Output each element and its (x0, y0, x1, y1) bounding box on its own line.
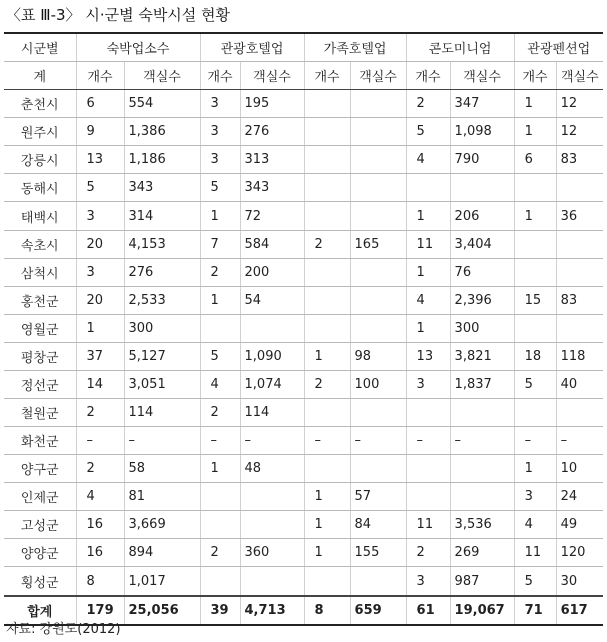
count-cell: 20 (76, 230, 124, 258)
count-cell (304, 455, 350, 483)
table-row (4, 258, 603, 286)
count-cell: 13 (76, 146, 124, 174)
count-cell: 5 (514, 567, 556, 596)
count-cell: 1 (406, 258, 450, 286)
rooms-cell: 314 (124, 202, 200, 230)
count-cell (304, 202, 350, 230)
count-cell: 1 (304, 483, 350, 511)
count-cell: 4 (200, 370, 240, 398)
rooms-cell: – (556, 427, 603, 455)
table-row (4, 455, 603, 483)
count-cell: 5 (200, 342, 240, 370)
table-row (4, 427, 603, 455)
rooms-cell: 10 (556, 455, 603, 483)
rooms-cell: – (450, 427, 514, 455)
region-name: 인제군 (4, 483, 76, 511)
rooms-cell (450, 455, 514, 483)
rooms-cell: 72 (240, 202, 304, 230)
table-row (4, 90, 603, 118)
rooms-cell: 790 (450, 146, 514, 174)
region-name: 태백시 (4, 202, 76, 230)
rooms-cell (350, 146, 406, 174)
group-header-condominium: 콘도미니엄 (406, 33, 514, 62)
region-name: 평창군 (4, 342, 76, 370)
region-name: 홍천군 (4, 286, 76, 314)
count-cell: 71 (514, 596, 556, 625)
region-name: 삼척시 (4, 258, 76, 286)
table-row (4, 146, 603, 174)
count-cell (514, 230, 556, 258)
rooms-cell: 120 (556, 539, 603, 567)
count-cell: 4 (514, 511, 556, 539)
count-cell: 2 (200, 399, 240, 427)
rooms-cell (350, 399, 406, 427)
rooms-cell (556, 399, 603, 427)
count-cell: 1 (514, 455, 556, 483)
count-cell: 4 (406, 286, 450, 314)
rooms-cell (556, 258, 603, 286)
count-cell: 3 (200, 118, 240, 146)
count-cell: 8 (304, 596, 350, 625)
rooms-cell: 24 (556, 483, 603, 511)
rooms-cell (350, 202, 406, 230)
count-cell: 4 (76, 483, 124, 511)
count-cell: 1 (304, 342, 350, 370)
count-cell (514, 258, 556, 286)
rooms-cell: 1,090 (240, 342, 304, 370)
rooms-cell: 1,098 (450, 118, 514, 146)
rooms-cell: 58 (124, 455, 200, 483)
region-name: 고성군 (4, 511, 76, 539)
lodging-table (4, 32, 603, 626)
rooms-cell: 360 (240, 539, 304, 567)
count-cell: 5 (514, 370, 556, 398)
region-name: 정선군 (4, 370, 76, 398)
count-cell: 4 (406, 146, 450, 174)
group-header-family-hotel: 가족호텔업 (304, 33, 406, 62)
count-cell: 11 (406, 511, 450, 539)
count-cell: 7 (200, 230, 240, 258)
rooms-cell: 300 (124, 314, 200, 342)
count-cell (200, 567, 240, 596)
region-name: 영월군 (4, 314, 76, 342)
source-note: 자료: 강원도(2012) (6, 622, 121, 637)
table-row (4, 314, 603, 342)
count-cell (304, 258, 350, 286)
rooms-cell: 1,837 (450, 370, 514, 398)
count-cell: 2 (406, 539, 450, 567)
count-cell (200, 314, 240, 342)
count-cell: 3 (200, 146, 240, 174)
count-cell: 11 (406, 230, 450, 258)
rooms-cell (450, 483, 514, 511)
table-row (4, 511, 603, 539)
rooms-cell: 3,051 (124, 370, 200, 398)
count-cell: 1 (514, 202, 556, 230)
count-cell: 1 (406, 202, 450, 230)
count-cell (304, 286, 350, 314)
rooms-cell: 343 (124, 174, 200, 202)
rooms-header: 객실수 (450, 62, 514, 90)
count-header: 개수 (304, 62, 350, 90)
count-cell: 2 (304, 370, 350, 398)
rooms-cell: 554 (124, 90, 200, 118)
count-cell: 179 (76, 596, 124, 625)
table-row (4, 342, 603, 370)
table-caption: 〈표 Ⅲ-3〉 시·군별 숙박시설 현황 (6, 6, 231, 24)
rooms-cell (556, 174, 603, 202)
count-cell (514, 314, 556, 342)
count-cell: 3 (76, 202, 124, 230)
count-cell: 1 (200, 286, 240, 314)
rooms-cell: 584 (240, 230, 304, 258)
rooms-cell (240, 314, 304, 342)
rooms-cell: 12 (556, 118, 603, 146)
count-header: 개수 (76, 62, 124, 90)
count-cell: – (406, 427, 450, 455)
count-cell: 61 (406, 596, 450, 625)
count-cell: – (514, 427, 556, 455)
region-name: 원주시 (4, 118, 76, 146)
count-cell (200, 511, 240, 539)
count-cell: 20 (76, 286, 124, 314)
count-cell: 1 (304, 539, 350, 567)
count-cell: 16 (76, 539, 124, 567)
rooms-cell: 48 (240, 455, 304, 483)
rooms-cell: 118 (556, 342, 603, 370)
rooms-cell (240, 483, 304, 511)
table-row (4, 230, 603, 258)
count-cell (200, 483, 240, 511)
rooms-cell: 30 (556, 567, 603, 596)
rooms-cell: 1,186 (124, 146, 200, 174)
count-cell: 3 (406, 567, 450, 596)
rooms-cell: 25,056 (124, 596, 200, 625)
count-cell (304, 118, 350, 146)
count-cell (304, 314, 350, 342)
rooms-cell (350, 118, 406, 146)
rooms-cell (240, 511, 304, 539)
rooms-cell (350, 174, 406, 202)
rooms-cell: 114 (240, 399, 304, 427)
rooms-cell: 114 (124, 399, 200, 427)
count-cell: 3 (76, 258, 124, 286)
count-cell (304, 146, 350, 174)
count-cell: 1 (200, 202, 240, 230)
rooms-cell: 83 (556, 286, 603, 314)
rooms-cell: 36 (556, 202, 603, 230)
rooms-cell: 49 (556, 511, 603, 539)
count-cell: 1 (406, 314, 450, 342)
region-name: 속초시 (4, 230, 76, 258)
rooms-cell: 100 (350, 370, 406, 398)
count-cell: 1 (76, 314, 124, 342)
rooms-cell: – (124, 427, 200, 455)
count-cell (514, 399, 556, 427)
rooms-cell: 2,533 (124, 286, 200, 314)
table-row (4, 399, 603, 427)
count-cell: 18 (514, 342, 556, 370)
count-cell: 9 (76, 118, 124, 146)
count-cell: 15 (514, 286, 556, 314)
rooms-cell: 4,713 (240, 596, 304, 625)
rooms-cell: – (350, 427, 406, 455)
count-cell: 1 (304, 511, 350, 539)
rooms-cell: 76 (450, 258, 514, 286)
count-cell (304, 567, 350, 596)
count-cell: 1 (200, 455, 240, 483)
rooms-cell: 3,404 (450, 230, 514, 258)
count-cell: 2 (76, 455, 124, 483)
count-cell: 1 (514, 90, 556, 118)
rooms-cell: 165 (350, 230, 406, 258)
count-cell (406, 455, 450, 483)
rooms-cell: 12 (556, 90, 603, 118)
count-cell: 1 (514, 118, 556, 146)
group-header-tourist-pension: 관광펜션업 (514, 33, 603, 62)
group-header-tourist-hotel: 관광호텔업 (200, 33, 304, 62)
count-cell: 2 (304, 230, 350, 258)
rooms-cell: 57 (350, 483, 406, 511)
rooms-cell: 4,153 (124, 230, 200, 258)
rooms-cell: 3,536 (450, 511, 514, 539)
count-cell: 2 (406, 90, 450, 118)
count-cell: 39 (200, 596, 240, 625)
count-cell: – (200, 427, 240, 455)
rooms-cell: – (240, 427, 304, 455)
rooms-cell: 1,017 (124, 567, 200, 596)
rooms-cell: 84 (350, 511, 406, 539)
rooms-header: 객실수 (240, 62, 304, 90)
rooms-cell (350, 567, 406, 596)
count-cell: 3 (200, 90, 240, 118)
table-row (4, 118, 603, 146)
rooms-cell (350, 90, 406, 118)
count-cell (406, 399, 450, 427)
count-header: 개수 (200, 62, 240, 90)
rooms-cell (350, 455, 406, 483)
rooms-cell: 200 (240, 258, 304, 286)
count-cell: 37 (76, 342, 124, 370)
rooms-cell: 313 (240, 146, 304, 174)
rooms-cell: 195 (240, 90, 304, 118)
table-row (4, 286, 603, 314)
rooms-cell: 1,386 (124, 118, 200, 146)
count-cell: 3 (514, 483, 556, 511)
region-name: 양구군 (4, 455, 76, 483)
rooms-cell: 1,074 (240, 370, 304, 398)
rooms-cell: 54 (240, 286, 304, 314)
count-cell: 11 (514, 539, 556, 567)
rooms-cell: 3,669 (124, 511, 200, 539)
rooms-cell: 40 (556, 370, 603, 398)
count-cell: 2 (200, 539, 240, 567)
rooms-cell: 5,127 (124, 342, 200, 370)
rooms-cell: 19,067 (450, 596, 514, 625)
count-cell: 2 (200, 258, 240, 286)
region-name: 철원군 (4, 399, 76, 427)
rooms-cell: 276 (124, 258, 200, 286)
table-row (4, 483, 603, 511)
table-row (4, 202, 603, 230)
rooms-cell (556, 230, 603, 258)
region-name: 화천군 (4, 427, 76, 455)
rooms-cell (240, 567, 304, 596)
region-name: 양양군 (4, 539, 76, 567)
rooms-cell: 894 (124, 539, 200, 567)
table-row (4, 539, 603, 567)
rooms-cell: 269 (450, 539, 514, 567)
rooms-cell: 300 (450, 314, 514, 342)
count-cell: 16 (76, 511, 124, 539)
count-cell (304, 399, 350, 427)
rooms-cell: 659 (350, 596, 406, 625)
region-header: 시군별 (4, 33, 76, 62)
count-cell: 5 (406, 118, 450, 146)
rooms-cell: 347 (450, 90, 514, 118)
count-cell: – (304, 427, 350, 455)
rooms-cell (350, 314, 406, 342)
rooms-cell: 2,396 (450, 286, 514, 314)
rooms-cell: 81 (124, 483, 200, 511)
count-cell: 5 (76, 174, 124, 202)
count-cell: 2 (76, 399, 124, 427)
region-name: 동해시 (4, 174, 76, 202)
table-row (4, 370, 603, 398)
rooms-cell (350, 258, 406, 286)
count-cell: 8 (76, 567, 124, 596)
count-cell: 6 (514, 146, 556, 174)
header-row-subcolumns (4, 62, 603, 90)
count-cell (406, 174, 450, 202)
rooms-cell: 987 (450, 567, 514, 596)
table-row (4, 174, 603, 202)
count-cell: 6 (76, 90, 124, 118)
table-row (4, 567, 603, 596)
region-name: 강릉시 (4, 146, 76, 174)
region-name: 춘천시 (4, 90, 76, 118)
rooms-cell (450, 399, 514, 427)
count-header: 개수 (514, 62, 556, 90)
count-cell: 5 (200, 174, 240, 202)
rooms-header: 객실수 (124, 62, 200, 90)
rooms-cell: 276 (240, 118, 304, 146)
rooms-cell (556, 314, 603, 342)
rooms-header: 객실수 (350, 62, 406, 90)
region-name: 횡성군 (4, 567, 76, 596)
rooms-cell: 3,821 (450, 342, 514, 370)
count-cell: 14 (76, 370, 124, 398)
count-cell: 3 (406, 370, 450, 398)
count-cell (304, 90, 350, 118)
count-header: 개수 (406, 62, 450, 90)
rooms-header: 객실수 (556, 62, 603, 90)
rooms-cell: 83 (556, 146, 603, 174)
count-cell (304, 174, 350, 202)
group-header-lodging: 숙박업소수 (76, 33, 200, 62)
count-cell (406, 483, 450, 511)
count-cell (514, 174, 556, 202)
rooms-cell: 343 (240, 174, 304, 202)
region-name: 합계 (4, 596, 76, 625)
rooms-cell (350, 286, 406, 314)
rooms-cell: 617 (556, 596, 603, 625)
rooms-cell: 206 (450, 202, 514, 230)
count-cell: – (76, 427, 124, 455)
header-row-groups (4, 33, 603, 62)
rooms-cell: 155 (350, 539, 406, 567)
count-cell: 13 (406, 342, 450, 370)
rooms-cell (450, 174, 514, 202)
rooms-cell: 98 (350, 342, 406, 370)
total-label-header: 계 (4, 62, 76, 90)
